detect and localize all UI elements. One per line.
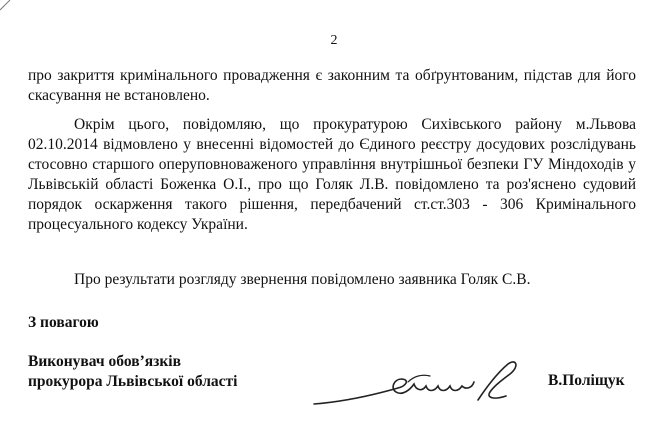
- position-line-2: прокурора Львівської області: [28, 373, 238, 390]
- scan-corner-mark: [0, 0, 12, 12]
- handwritten-signature: [310, 352, 530, 414]
- signatory-name: В.Поліщук: [548, 372, 625, 389]
- page-number: 2: [330, 33, 338, 48]
- position-line-1: Виконувач обов’язків: [28, 353, 181, 370]
- closing-regards: З повагою: [28, 314, 99, 331]
- paragraph-refusal-notice: Окрім цього, повідомляю, що прокуратурою Сихівського району м.Львова 02.10.2014 відмовлено у внесенні відомостей до Єдиного реєстру досудових розслідувань стосовно старшого оперуповноваженого управління внутрішньої безпеки ГУ Міндоходів у Львівській області Боженка О.І., про що Голяк Л.В. повідомлено та роз'яснено судовий порядок оскарження такого рішення, передбачений ст.ст.303 - 306 Кримінального процесуального кодексу України.: [28, 116, 636, 233]
- paragraph-result-notice: Про результати розгляду звернення повідомлено заявника Голяк С.В.: [74, 271, 531, 288]
- paragraph-continuation: про закриття кримінального провадження є законним та обґрунтованим, підстав для його скасування не встановлено.: [28, 67, 636, 104]
